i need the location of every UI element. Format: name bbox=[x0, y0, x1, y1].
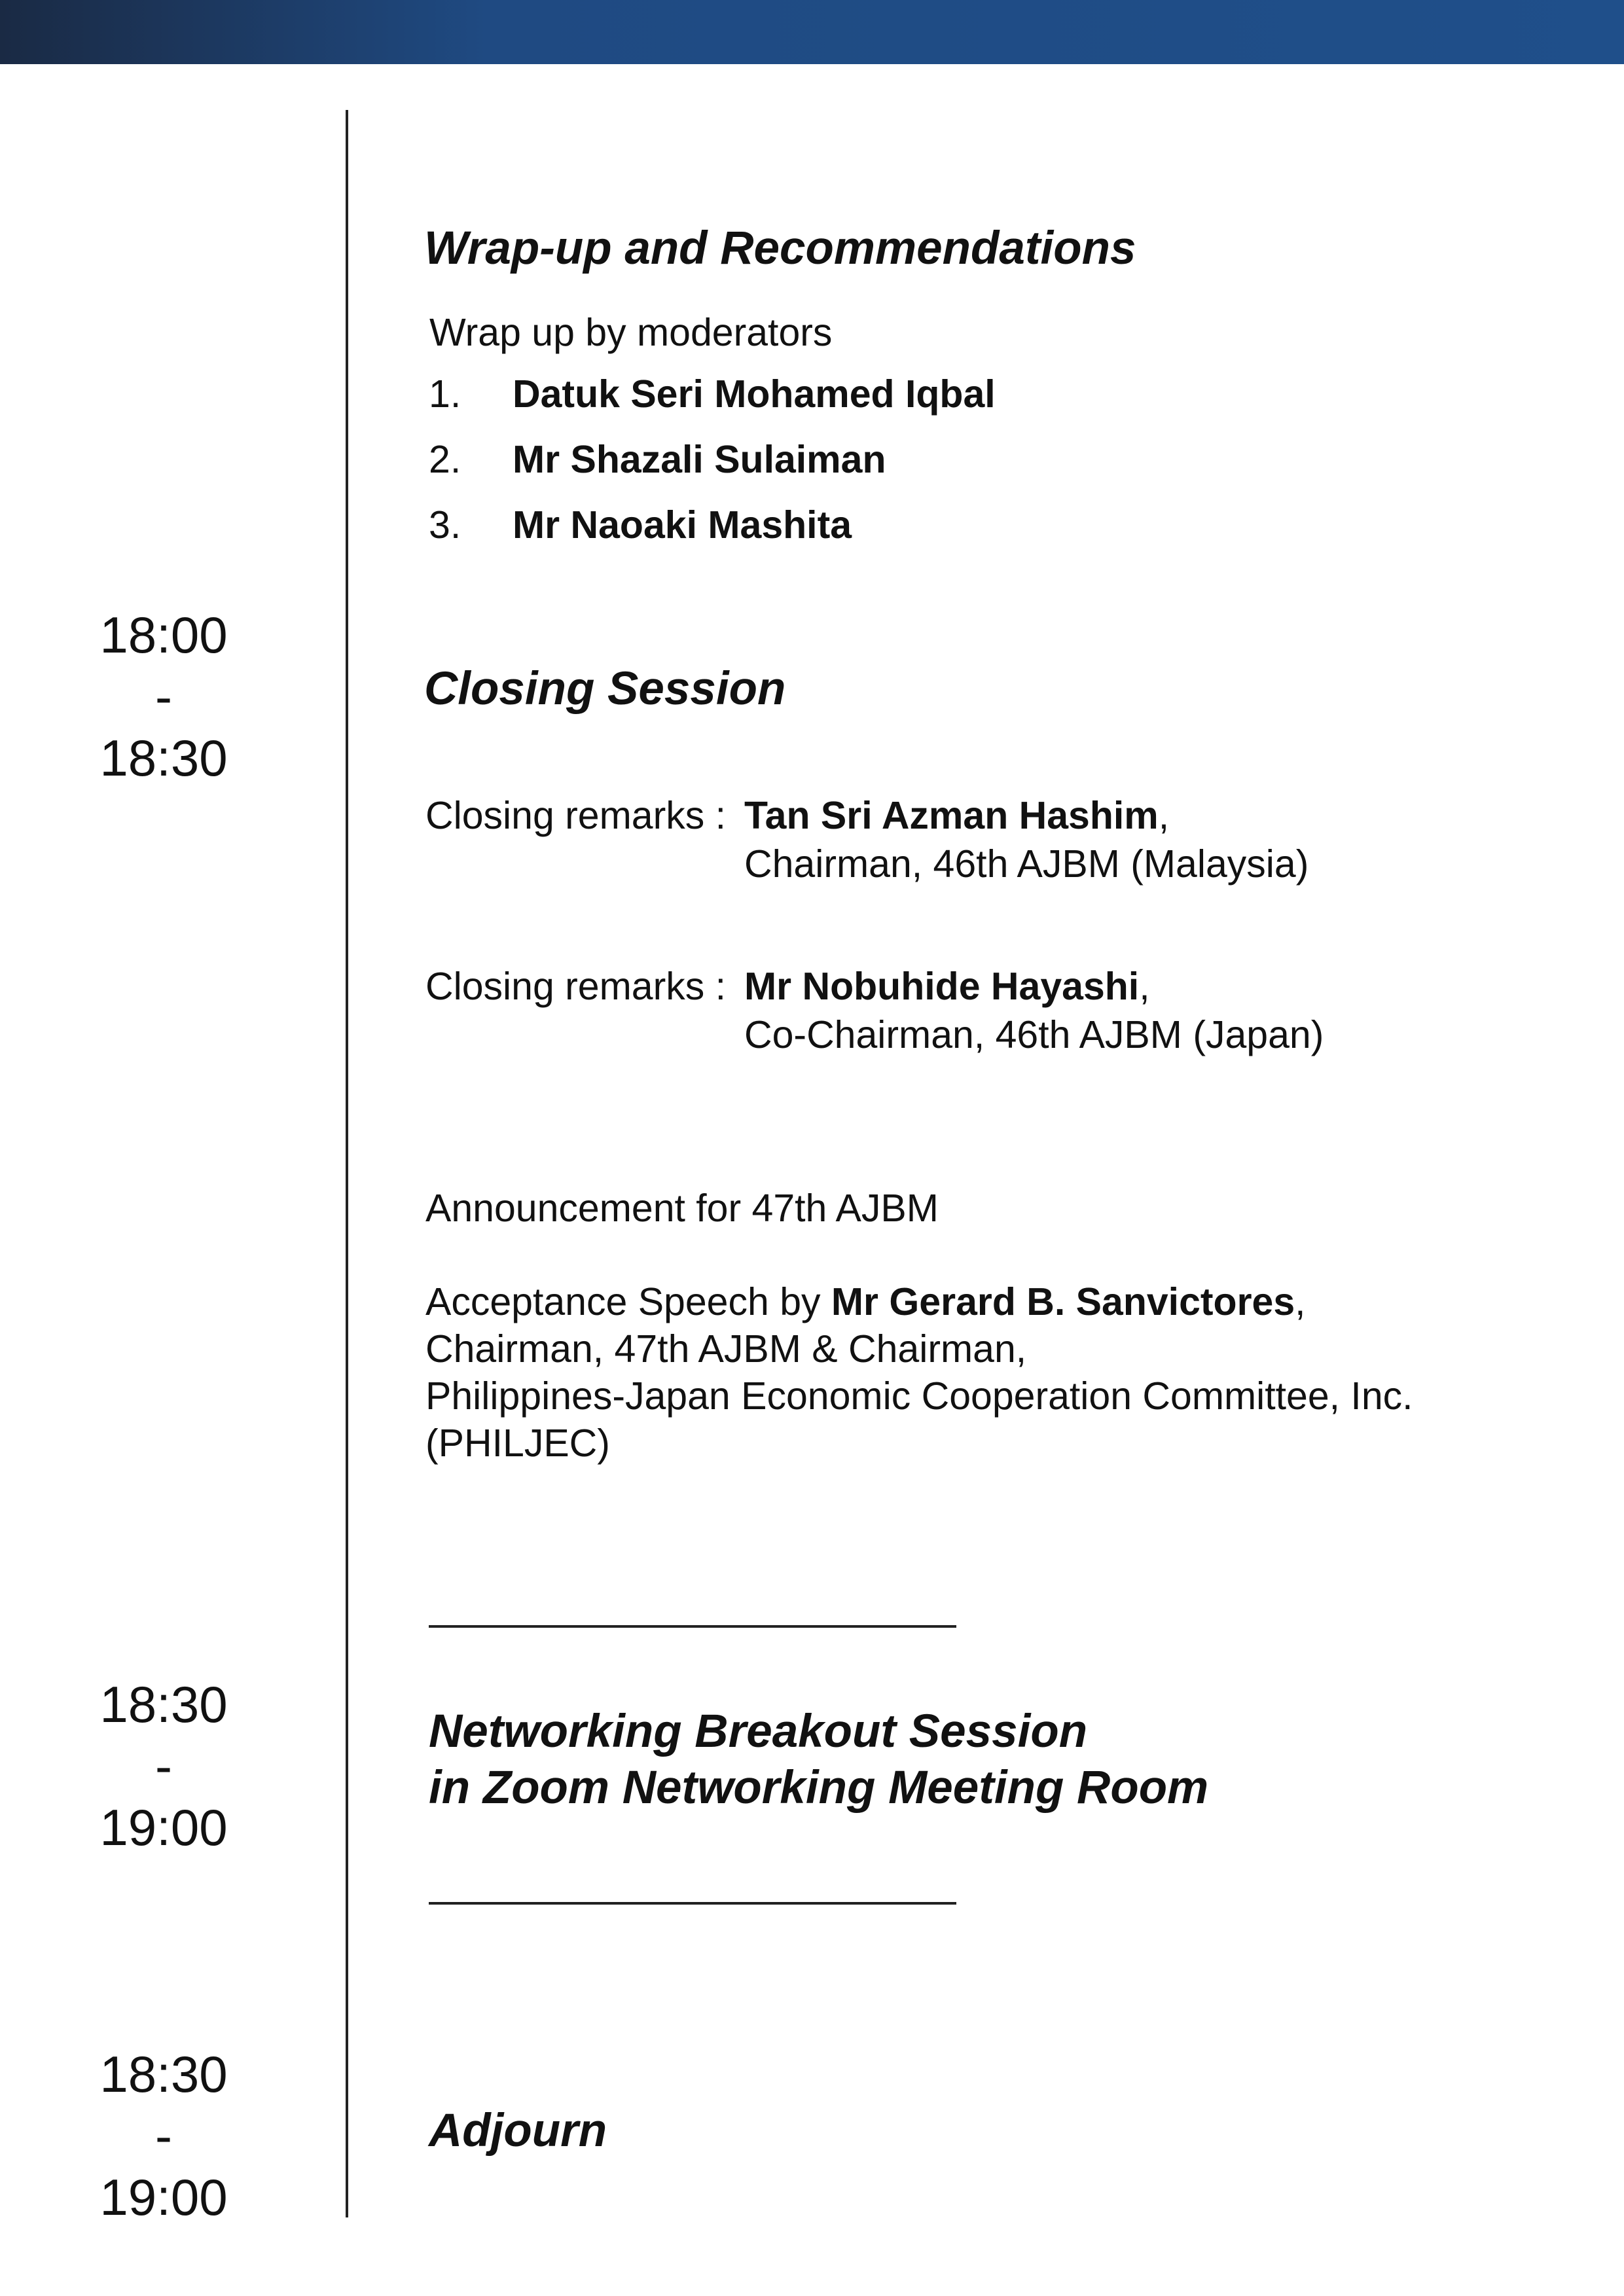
list-number: 2. bbox=[429, 438, 461, 481]
speaker-role: Chairman, 46th AJBM (Malaysia) bbox=[744, 842, 1309, 886]
list-number: 1. bbox=[429, 372, 461, 416]
acceptance-line: (PHILJEC) bbox=[425, 1422, 610, 1465]
acceptance-comma: , bbox=[1295, 1280, 1306, 1323]
time-start: 18:00 bbox=[99, 606, 228, 664]
list-item bbox=[429, 436, 996, 501]
speaker-comma: , bbox=[1158, 794, 1170, 837]
time-separator: - bbox=[155, 2107, 172, 2164]
networking-title-line: Networking Breakout Session bbox=[429, 1706, 1088, 1757]
remark-speaker bbox=[744, 792, 1169, 839]
list-number: 3. bbox=[429, 503, 461, 547]
networking-title-line: in Zoom Networking Meeting Room bbox=[429, 1762, 1209, 1814]
speaker-role: Co-Chairman, 46th AJBM (Japan) bbox=[744, 1013, 1324, 1056]
remark-label: Closing remarks : bbox=[425, 965, 727, 1008]
list-item bbox=[429, 501, 996, 567]
section-divider bbox=[429, 1625, 956, 1628]
time-end: 19:00 bbox=[99, 1799, 228, 1856]
announcement: Announcement for 47th AJBM bbox=[425, 1187, 939, 1230]
speaker-name: Mr Nobuhide Hayashi bbox=[744, 965, 1140, 1008]
networking-time bbox=[65, 1674, 262, 1858]
acceptance-line: Philippines-Japan Economic Cooperation Committee, Inc. bbox=[425, 1374, 1413, 1418]
time-separator: - bbox=[155, 668, 172, 725]
time-end: 19:00 bbox=[99, 2168, 228, 2226]
speaker-comma: , bbox=[1139, 965, 1150, 1008]
wrapup-title: Wrap-up and Recommendations bbox=[424, 223, 1136, 274]
speaker-name: Tan Sri Azman Hashim bbox=[744, 794, 1159, 837]
remark-label: Closing remarks : bbox=[425, 794, 727, 837]
acceptance-line bbox=[425, 1278, 1578, 1325]
time-start: 18:30 bbox=[99, 2045, 228, 2103]
remark-speaker bbox=[744, 963, 1150, 1010]
timeline-divider bbox=[346, 110, 348, 2217]
closing-title: Closing Session bbox=[424, 663, 786, 715]
moderator-name: Mr Naoaki Mashita bbox=[513, 503, 852, 547]
acceptance-prefix: Acceptance Speech by bbox=[425, 1280, 831, 1323]
header-bar bbox=[0, 0, 1624, 64]
list-item bbox=[429, 370, 996, 436]
moderator-list bbox=[429, 370, 996, 567]
acceptance-speaker: Mr Gerard B. Sanvictores bbox=[831, 1280, 1295, 1323]
time-separator: - bbox=[155, 1737, 172, 1795]
acceptance-line: Chairman, 47th AJBM & Chairman, bbox=[425, 1327, 1027, 1371]
adjourn-title: Adjourn bbox=[429, 2105, 607, 2157]
time-end: 18:30 bbox=[99, 729, 228, 787]
networking-title bbox=[429, 1704, 1208, 1816]
adjourn-time bbox=[65, 2043, 262, 2228]
acceptance-speech bbox=[425, 1278, 1578, 1467]
wrapup-intro: Wrap up by moderators bbox=[429, 311, 833, 354]
section-divider bbox=[429, 1902, 956, 1905]
moderator-name: Mr Shazali Sulaiman bbox=[513, 438, 886, 481]
closing-time bbox=[65, 604, 262, 789]
moderator-name: Datuk Seri Mohamed Iqbal bbox=[513, 372, 996, 416]
time-start: 18:30 bbox=[99, 1676, 228, 1733]
